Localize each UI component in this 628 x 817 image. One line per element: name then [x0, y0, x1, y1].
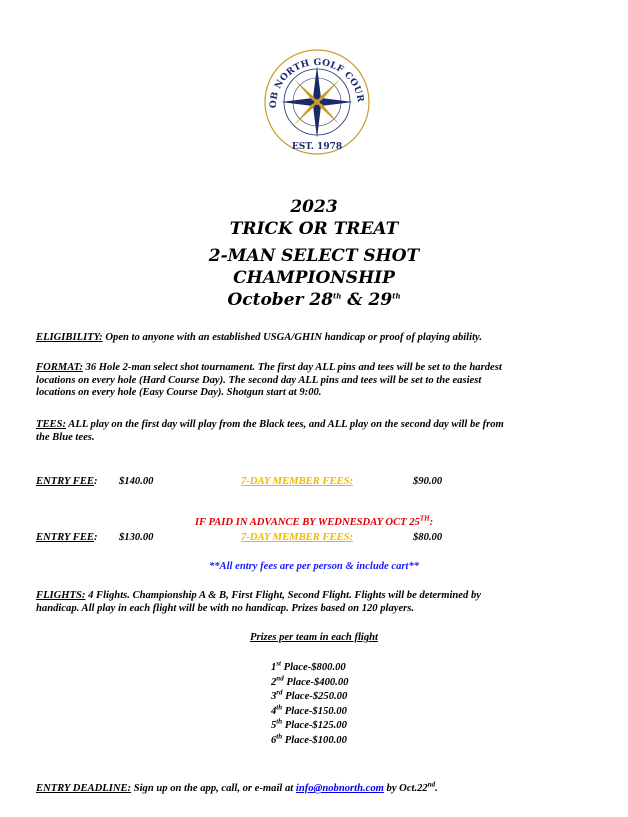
- eligibility-text: Open to anyone with an established USGA/GHIN handicap or proof of playing ability.: [102, 332, 482, 343]
- entry-fee-row: ENTRY FEE:: [36, 476, 98, 487]
- prize-item: 1st Place-$800.00: [271, 659, 346, 673]
- email-link[interactable]: info@nobnorth.com: [295, 783, 384, 794]
- deadline-label: ENTRY DEADLINE:: [36, 783, 132, 794]
- member-fee-amount: $90.00: [413, 476, 443, 487]
- advance-entry-fee-amount: $130.00: [119, 532, 154, 543]
- deadline-section: ENTRY DEADLINE: Sign up on the app, call, or e-mail at info@nobnorth.com by Oct.22nd.: [36, 780, 438, 794]
- title-line3: CHAMPIONSHIP: [233, 268, 395, 288]
- entry-fee-amount: $140.00: [119, 476, 154, 487]
- prize-item: 2nd Place-$400.00: [271, 674, 349, 688]
- entry-fee-label: ENTRY FEE: [36, 476, 94, 487]
- title-line1: TRICK OR TREAT: [229, 219, 399, 239]
- prize-item: 6th Place-$100.00: [271, 732, 347, 746]
- advance-member-fee-amount: $80.00: [413, 532, 443, 543]
- member-fee-label: 7-DAY MEMBER FEES:: [241, 476, 354, 487]
- flights-label: FLIGHTS:: [36, 590, 86, 601]
- prizes-heading: Prizes per team in each flight: [249, 632, 378, 643]
- advance-entry-fee-label: ENTRY FEE: [36, 532, 94, 543]
- tees-section: TEES: ALL play on the first day will play from the Black tees, and ALL play on the second day will be from the Blue tees.: [36, 419, 504, 443]
- advance-member-fee-label: 7-DAY MEMBER FEES:: [241, 532, 354, 543]
- title-dates: October 28th & 29th: [227, 290, 401, 310]
- advance-payment-note: IF PAID IN ADVANCE BY WEDNESDAY OCT 25TH:: [194, 514, 434, 528]
- course-logo: [262, 38, 372, 166]
- per-person-note: **All entry fees are per person & include cart**: [208, 561, 420, 572]
- title-year: 2023: [290, 197, 338, 217]
- eligibility-label: ELIGIBILITY:: [36, 332, 103, 343]
- prize-item: 4th Place-$150.00: [271, 703, 347, 717]
- advance-entry-fee-row: ENTRY FEE:: [36, 532, 98, 543]
- compass-rose-logo: [262, 38, 372, 166]
- prizes-list: [271, 661, 348, 749]
- logo-bottom-text: EST. 1978: [291, 142, 343, 152]
- logo-top-text: OB NORTH GOLF COUR: [268, 57, 365, 109]
- format-label: FORMAT:: [36, 362, 83, 373]
- flights-section: FLIGHTS: 4 Flights. Championship A & B, First Flight, Second Flight. Flights will be determined by handicap. All play in each flight will be with no handicap. Prizes based on 120 players.: [36, 590, 481, 614]
- eligibility-section: [36, 332, 596, 345]
- format-section: FORMAT: 36 Hole 2-man select shot tournament. The first day ALL pins and tees will be set to the hardest locations on every hole (Hard Course Day). The second day ALL pins and tees will be set to the easiest locations on every hole (Easy Course Day). Shotgun start at 9:00.: [36, 362, 502, 398]
- prize-item: 3rd Place-$250.00: [271, 688, 348, 703]
- tees-label: TEES:: [36, 419, 67, 430]
- title-line2: 2-MAN SELECT SHOT: [208, 246, 420, 266]
- prize-item: 5th Place-$125.00: [271, 717, 347, 732]
